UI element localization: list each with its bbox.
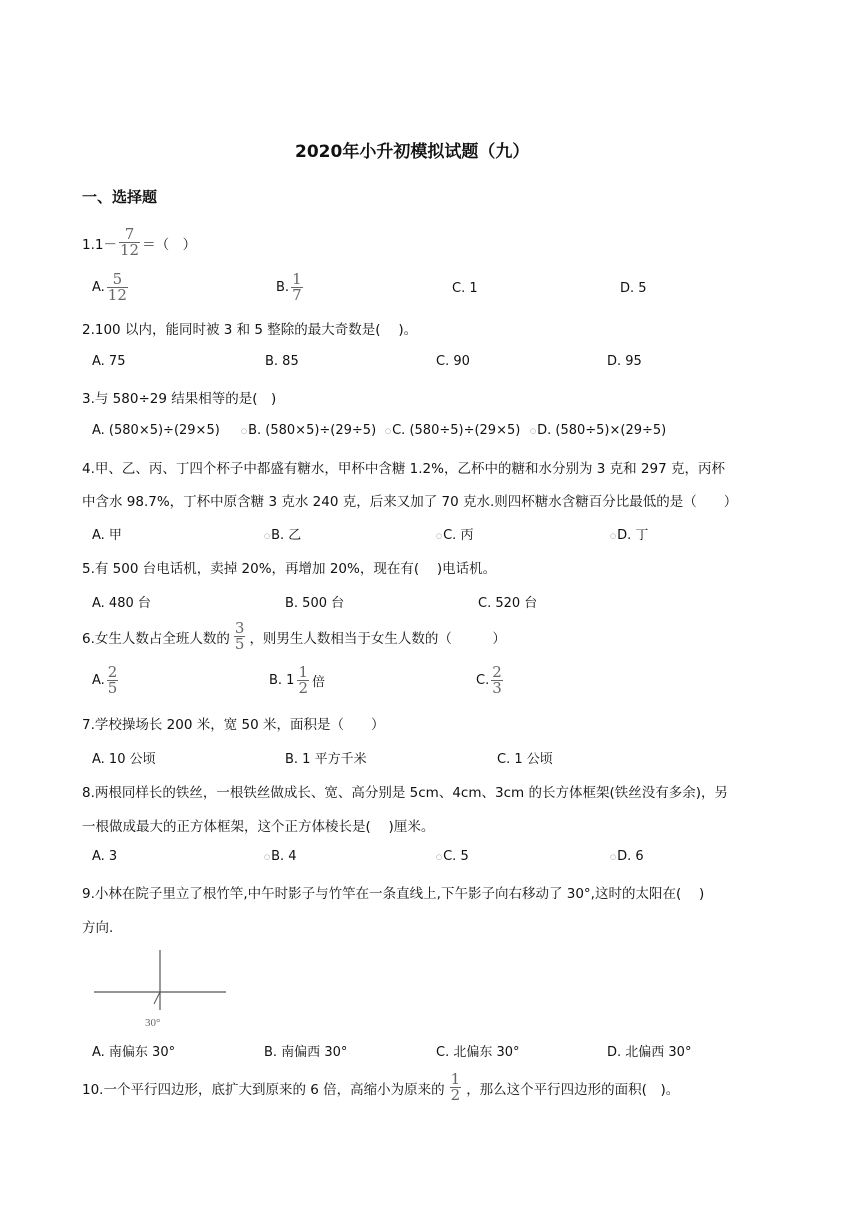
option-d[interactable]: D. 北偏西 30° <box>607 1045 692 1060</box>
option-b[interactable]: B. 500 台 <box>285 596 345 611</box>
question-3: 3.与 580÷29 结果相等的是( ) <box>82 391 277 407</box>
section-heading: 一、选择题 <box>82 188 158 206</box>
fraction: $\frac{2}{5}$ <box>107 663 118 697</box>
option-d[interactable]: D. 5 <box>620 281 647 296</box>
option-b[interactable]: B. 1 平方千米 <box>285 752 367 767</box>
question-1 <box>82 227 196 258</box>
question-text: ，那么这个平行四边形的面积( )。 <box>466 1081 680 1098</box>
option-c[interactable]: C. 1 公顷 <box>497 752 553 767</box>
option-a[interactable]: A. 480 台 <box>92 596 151 611</box>
question-10 <box>82 1072 679 1103</box>
option-c[interactable]: ○C. (580÷5)÷(29×5) <box>385 423 521 438</box>
option-d[interactable]: ○D. 6 <box>610 849 644 864</box>
page-title: 2020年小升初模拟试题（九） <box>295 142 530 162</box>
question-8-line-2: 一根做成最大的正方体框架，这个正方体棱长是( )厘米。 <box>82 819 435 835</box>
option-b[interactable]: B. 南偏西 30° <box>264 1045 348 1060</box>
bullet-icon: ○ <box>241 426 248 435</box>
option-d[interactable]: ○D. (580÷5)×(29÷5) <box>530 423 667 438</box>
option-a[interactable]: A. 3 <box>92 849 118 864</box>
option-a[interactable]: A. 南偏东 30° <box>92 1045 176 1060</box>
shadow-angle-figure <box>90 948 230 1032</box>
option-b[interactable]: ○B. 4 <box>264 849 297 864</box>
question-9-line-1: 9.小林在院子里立了根竹竿,中午时影子与竹竿在一条直线上,下午影子向右移动了 30°,这时的太阳在( ) <box>82 886 705 902</box>
option-b[interactable]: B. $\frac{1}{7}$ <box>276 270 302 304</box>
bullet-icon: ○ <box>436 531 443 540</box>
question-9-line-2: 方向. <box>82 920 114 936</box>
question-8-line-1: 8.两根同样长的铁丝，一根铁丝做成长、宽、高分别是 5cm、4cm、3cm 的长方体框架(铁丝没有多余)，另 <box>82 785 728 801</box>
fraction: $\frac{1}{2}$ <box>298 663 309 697</box>
option-c[interactable]: C. 520 台 <box>478 596 538 611</box>
question-text: 10.一个平行四边形，底扩大到原来的 6 倍，高缩小为原来的 <box>82 1081 445 1098</box>
bullet-icon: ○ <box>436 852 443 861</box>
question-7: 7.学校操场长 200 米，宽 50 米，面积是（ ） <box>82 717 385 733</box>
fraction: $\frac{1}{7}$ <box>292 270 302 304</box>
option-c[interactable]: ○C. 5 <box>436 849 469 864</box>
option-c[interactable]: ○C. 丙 <box>436 528 474 543</box>
option-c[interactable]: C. 90 <box>436 354 470 369</box>
option-d[interactable]: D. 95 <box>607 354 642 369</box>
shadow-line <box>154 992 160 1004</box>
bullet-icon: ○ <box>610 531 617 540</box>
question-text: 6.女生人数占全班人数的 <box>82 630 230 647</box>
option-b[interactable]: B. 1 $\frac{1}{2}$ 倍 <box>269 663 326 697</box>
option-c[interactable]: C. 1 <box>452 281 478 296</box>
option-b[interactable]: B. 85 <box>265 354 299 369</box>
question-text: ＝（ ） <box>142 236 197 253</box>
option-a[interactable]: A. $\frac{2}{5}$ <box>92 663 118 697</box>
question-2: 2.100 以内，能同时被 3 和 5 整除的最大奇数是( )。 <box>82 322 418 338</box>
option-a[interactable]: A. $\frac{5}{12}$ <box>92 270 127 304</box>
option-a[interactable]: A. 甲 <box>92 528 122 543</box>
question-4-line-2: 中含水 98.7%，丁杯中原含糖 3 克水 240 克，后来又加了 70 克水.则四杯糖水含糖百分比最低的是（ ） <box>82 494 738 510</box>
angle-label: 30° <box>145 1017 161 1029</box>
option-d[interactable]: ○D. 丁 <box>610 528 649 543</box>
option-a[interactable]: A. 75 <box>92 354 126 369</box>
option-c[interactable]: C. $\frac{2}{3}$ <box>476 663 502 697</box>
question-text: 1.1－ <box>82 236 117 253</box>
question-5: 5.有 500 台电话机，卖掉 20%，再增加 20%，现在有( )电话机。 <box>82 561 497 577</box>
option-a[interactable]: A. (580×5)÷(29×5) <box>92 423 220 438</box>
fraction: $\frac{3}{5}$ <box>234 619 245 653</box>
option-a[interactable]: A. 10 公顷 <box>92 752 156 767</box>
bullet-icon: ○ <box>264 531 271 540</box>
bullet-icon: ○ <box>610 852 617 861</box>
option-c[interactable]: C. 北偏东 30° <box>436 1045 520 1060</box>
option-b[interactable]: ○B. 乙 <box>264 528 302 543</box>
fraction: $\frac{2}{3}$ <box>492 663 502 697</box>
bullet-icon: ○ <box>385 426 392 435</box>
option-b[interactable]: ○B. (580×5)÷(29÷5) <box>241 423 377 438</box>
bullet-icon: ○ <box>264 852 271 861</box>
question-6 <box>82 621 506 652</box>
question-4-line-1: 4.甲、乙、丙、丁四个杯子中都盛有糖水，甲杯中含糖 1.2%，乙杯中的糖和水分别为 3 克和 297 克，丙杯 <box>82 461 725 477</box>
fraction: $\frac{5}{12}$ <box>107 270 127 304</box>
fraction: $\frac{7}{12}$ <box>119 225 140 259</box>
fraction: $\frac{1}{2}$ <box>450 1070 461 1104</box>
bullet-icon: ○ <box>530 426 537 435</box>
question-text: ，则男生人数相当于女生人数的（ ） <box>249 630 506 647</box>
